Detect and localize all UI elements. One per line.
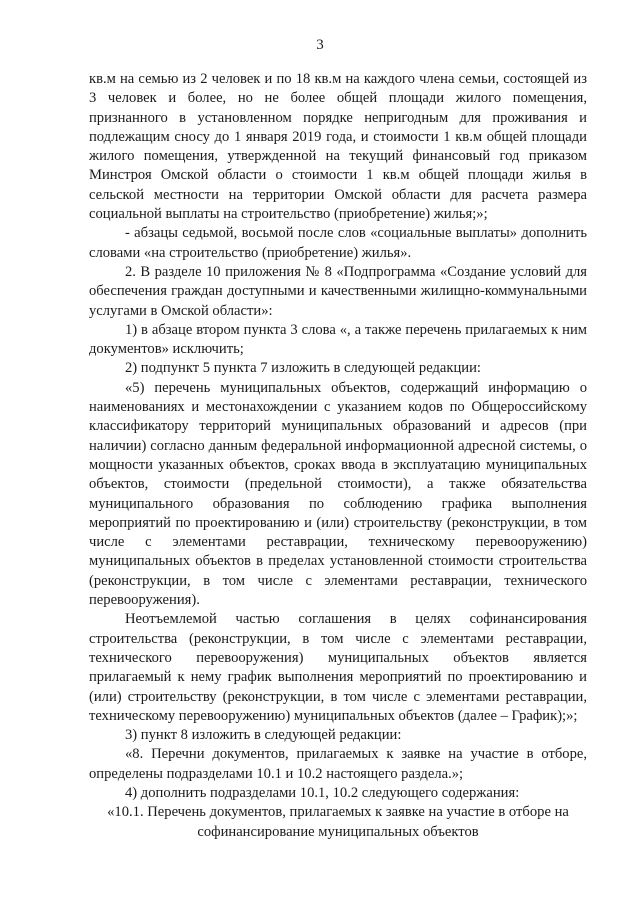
paragraph-item-1: 1) в абзаце втором пункта 3 слова «, а также перечень прилагаемых к ним документов» исключить; <box>89 321 587 358</box>
paragraph-section-10-intro: 2. В разделе 10 приложения № 8 «Подпрограмма «Создание условий для обеспечения граждан доступными и качественными жилищно-коммунальными услугами в Омской области»: <box>89 263 587 319</box>
document-body <box>89 70 587 842</box>
paragraph-item-3: 3) пункт 8 изложить в следующей редакции: <box>125 727 402 744</box>
paragraph-abzacy-amendment: - абзацы седьмой, восьмой после слов «социальные выплаты» дополнить словами «на строительство (приобретение) жилья». <box>89 225 587 261</box>
paragraph-schedule: Неотъемлемой частью соглашения в целях софинансирования строительства (реконструкции, в том числе с элементами реставрации, технического перевооружения) муниципальных объектов является прилагаемый к нему график выполнения мероприятий по проектированию и (или) строительству (реконструкции, в том числе с элементами реставрации, техническому перевооружению) муниципальных объектов (далее – График);»; <box>89 611 587 724</box>
page-number: 3 <box>316 37 324 53</box>
paragraph-item-2: 2) подпункт 5 пункта 7 изложить в следующей редакции: <box>125 360 481 377</box>
paragraph-housing-area: кв.м на семью из 2 человек и по 18 кв.м на каждого члена семьи, состоящей из 3 человек и более, но не более общей площади жилого помещения, признанного в установленном порядке непригодным для проживания и подлежащим сносу до 1 января 2019 года, и стоимости 1 кв.м общей площади жилого помещения, утвержденной на текущий финансовый год приказом Минстроя Омской области о стоимости 1 кв.м общей площади жилья в сельской местности на территории Омской области для расчета размера социальной выплаты на строительство (приобретение) жилья;»; <box>89 71 587 223</box>
paragraph-item-4: 4) дополнить подразделами 10.1, 10.2 следующего содержания: <box>125 784 520 801</box>
paragraph-subitem-5: «5) перечень муниципальных объектов, содержащий информацию о наименованиях и местонахождении с указанием кодов по Общероссийскому классификатору территорий муниципальных образований и адресов (при наличии) согласно данным федеральной информационной адресной системы, о мощности указанных объектов, сроках ввода в эксплуатацию муниципальных объектов, стоимости (предельной стоимости), а также обязательства муниципального образования по соблюдению графика выполнения мероприятий по проектированию и (или) строительству (реконструкции, в том числе с элементами реставрации, техническому перевооружению) муниципальных объектов в пределах установленной стоимости строительства (реконструкции, в том числе с элементами реставрации, технического перевооружения). <box>89 379 587 609</box>
subsection-heading-line-2: софинансирование муниципальных объектов <box>197 823 479 840</box>
paragraph-point-8: «8. Перечни документов, прилагаемых к заявке на участие в отборе, определены подразделами 10.1 и 10.2 настоящего раздела.»; <box>89 746 587 782</box>
subsection-heading <box>89 803 587 842</box>
subsection-heading-line-1: «10.1. Перечень документов, прилагаемых к заявке на участие в отборе на <box>107 804 569 821</box>
